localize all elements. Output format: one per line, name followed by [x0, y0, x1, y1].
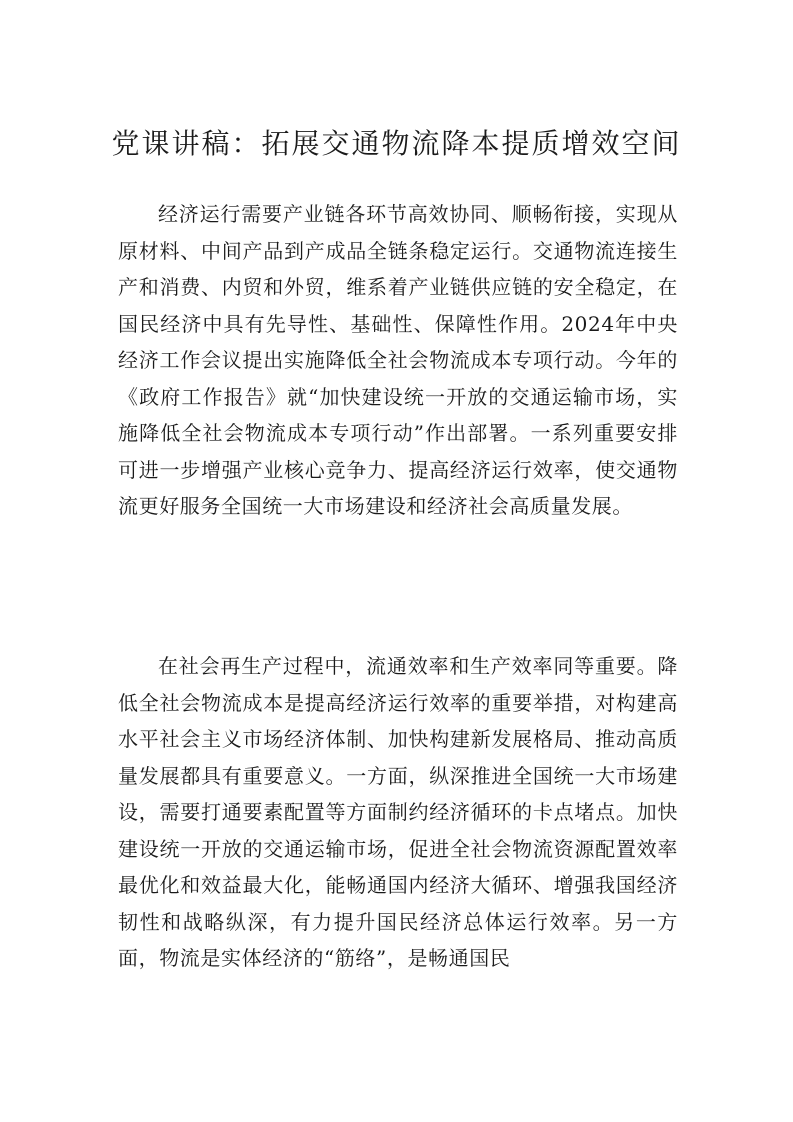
document-title: 党课讲稿：拓展交通物流降本提质增效空间	[111, 127, 682, 160]
body-paragraph-2: 在社会再生产过程中，流通效率和生产效率同等重要。降低全社会物流成本是提高经济运行效率的重要举措，对构建高水平社会主义市场经济体制、加快构建新发展格局、推动高质量发展都具有重要意义。一方面，纵深推进全国统一大市场建设，需要打通要素配置等方面制约经济循环的卡点堵点。加快建设统一开放的交通运输市场，促进全社会物流资源配置效率最优化和效益最大化，能畅通国内经济大循环、增强我国经济韧性和战略纵深，有力提升国民经济总体运行效率。另一方面，物流是实体经济的“筋络”，是畅通国民	[118, 654, 678, 970]
body-paragraph-1: 经济运行需要产业链各环节高效协同、顺畅衔接，实现从原材料、中间产品到产成品全链条稳定运行。交通物流连接生产和消费、内贸和外贸，维系着产业链供应链的安全稳定，在国民经济中具有先导性、基础性、保障性作用。2024年中央经济工作会议提出实施降低全社会物流成本专项行动。今年的《政府工作报告》就“加快建设统一开放的交通运输市场，实施降低全社会物流成本专项行动”作出部署。一系列重要安排可进一步增强产业核心竞争力、提高经济运行效率，使交通物流更好服务全国统一大市场建设和经济社会高质量发展。	[118, 202, 678, 518]
